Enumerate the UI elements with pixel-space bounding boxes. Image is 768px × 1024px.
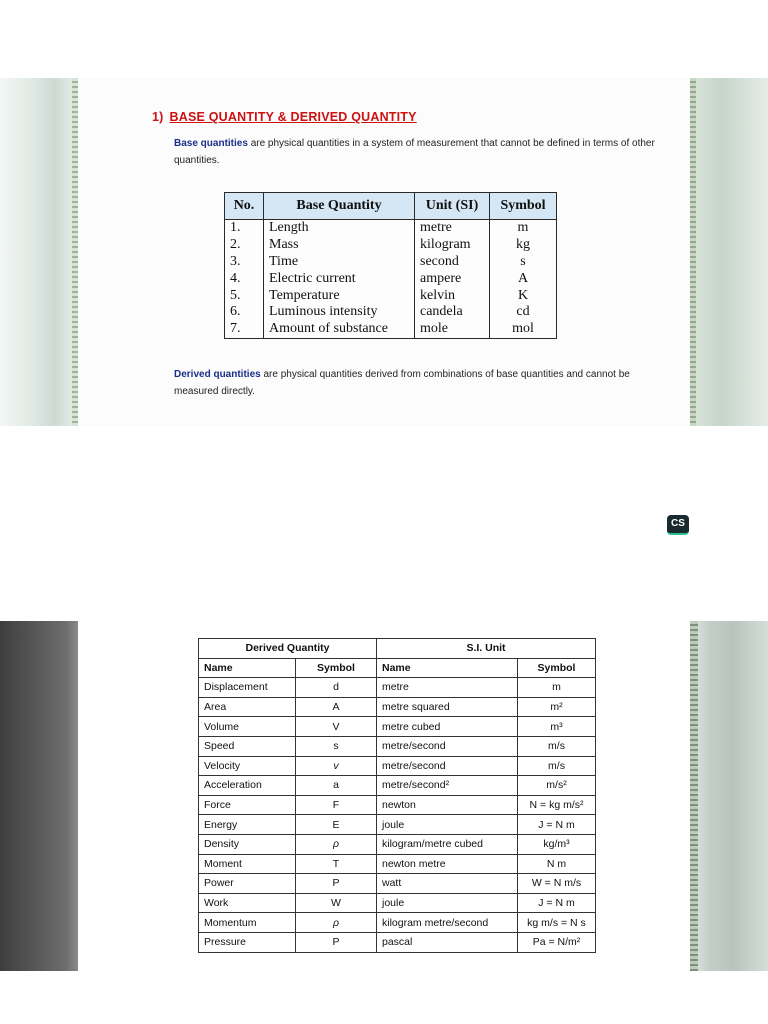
table-row — [199, 815, 596, 835]
table-row — [225, 287, 557, 304]
table-row — [225, 237, 557, 254]
cell-no: 1. — [225, 220, 264, 237]
cell-symbol: s — [490, 254, 557, 271]
cell-unit-name: metre cubed — [377, 717, 518, 737]
cell-quantity-symbol: F — [296, 795, 377, 815]
cell-symbol: kg — [490, 237, 557, 254]
header-quantity-name: Name — [199, 658, 296, 678]
table-row — [199, 717, 596, 737]
cell-unit-symbol: Pa = N/m² — [518, 932, 596, 952]
table-row — [225, 270, 557, 287]
cell-quantity: Length — [264, 220, 415, 237]
cell-quantity-name: Moment — [199, 854, 296, 874]
cell-unit-name: kilogram/metre cubed — [377, 834, 518, 854]
cell-unit-name: metre/second — [377, 756, 518, 776]
cell-unit-symbol: m² — [518, 697, 596, 717]
cell-unit-symbol: J = N m — [518, 815, 596, 835]
cell-no: 7. — [225, 321, 264, 338]
cell-quantity-name: Energy — [199, 815, 296, 835]
base-quantity-table — [224, 192, 557, 339]
cell-quantity-symbol: P — [296, 932, 377, 952]
table-row — [199, 678, 596, 698]
cell-quantity-name: Volume — [199, 717, 296, 737]
table-row — [199, 834, 596, 854]
cell-no: 4. — [225, 270, 264, 287]
right-page-edge — [690, 78, 768, 426]
table-row — [199, 913, 596, 933]
cell-unit-name: newton — [377, 795, 518, 815]
cell-unit-name: watt — [377, 874, 518, 894]
cell-unit-symbol: m/s — [518, 736, 596, 756]
cell-unit: candela — [415, 304, 490, 321]
cell-quantity-name: Density — [199, 834, 296, 854]
table-row — [225, 254, 557, 271]
table-header-row — [225, 193, 557, 220]
base-quantities-definition — [174, 135, 662, 169]
table-row — [225, 220, 557, 237]
cell-unit-name: metre/second — [377, 736, 518, 756]
header-unit: Unit (SI) — [415, 193, 490, 220]
cell-quantity-name: Acceleration — [199, 776, 296, 796]
cell-unit: mole — [415, 321, 490, 338]
header-unit-name: Name — [377, 658, 518, 678]
cell-unit: second — [415, 254, 490, 271]
section-heading — [152, 110, 417, 124]
derived-quantities-definition — [174, 366, 662, 400]
cell-unit-name: metre/second² — [377, 776, 518, 796]
cell-unit: kelvin — [415, 287, 490, 304]
cell-quantity-symbol: v — [296, 756, 377, 776]
cell-quantity-symbol: d — [296, 678, 377, 698]
cell-unit-symbol: N = kg m/s² — [518, 795, 596, 815]
cell-quantity-name: Displacement — [199, 678, 296, 698]
table-row — [199, 874, 596, 894]
cell-quantity-symbol: V — [296, 717, 377, 737]
table-row — [225, 304, 557, 321]
table-row — [199, 893, 596, 913]
cell-unit-symbol: m/s² — [518, 776, 596, 796]
cell-quantity-name: Work — [199, 893, 296, 913]
section-title: BASE QUANTITY & DERIVED QUANTITY — [169, 110, 417, 124]
cell-quantity: Time — [264, 254, 415, 271]
cell-quantity-name: Power — [199, 874, 296, 894]
cell-unit-symbol: kg/m³ — [518, 834, 596, 854]
cell-quantity-name: Force — [199, 795, 296, 815]
header-quantity-symbol: Symbol — [296, 658, 377, 678]
cell-quantity-symbol: W — [296, 893, 377, 913]
cell-quantity-symbol: T — [296, 854, 377, 874]
cell-quantity: Temperature — [264, 287, 415, 304]
cell-quantity-symbol: s — [296, 736, 377, 756]
cell-quantity: Electric current — [264, 270, 415, 287]
group-header-si-unit: S.I. Unit — [377, 639, 596, 659]
cell-unit-symbol: kg m/s = N s — [518, 913, 596, 933]
cell-quantity-symbol: A — [296, 697, 377, 717]
right-page-edge — [690, 621, 768, 971]
cell-unit-symbol: W = N m/s — [518, 874, 596, 894]
header-symbol: Symbol — [490, 193, 557, 220]
cell-quantity-name: Speed — [199, 736, 296, 756]
cell-symbol: mol — [490, 321, 557, 338]
cell-symbol: K — [490, 287, 557, 304]
cell-unit-symbol: m — [518, 678, 596, 698]
cell-unit: metre — [415, 220, 490, 237]
table-row — [225, 321, 557, 338]
cell-quantity-symbol: ρ — [296, 913, 377, 933]
cell-quantity-symbol: P — [296, 874, 377, 894]
cell-symbol: m — [490, 220, 557, 237]
group-header-derived-quantity: Derived Quantity — [199, 639, 377, 659]
base-quantities-term: Base quantities — [174, 138, 248, 149]
cell-no: 3. — [225, 254, 264, 271]
cell-quantity: Mass — [264, 237, 415, 254]
cell-no: 6. — [225, 304, 264, 321]
table-row — [199, 756, 596, 776]
cell-no: 2. — [225, 237, 264, 254]
section-number: 1) — [152, 110, 164, 124]
cell-unit: ampere — [415, 270, 490, 287]
cell-quantity-name: Momentum — [199, 913, 296, 933]
cell-quantity: Luminous intensity — [264, 304, 415, 321]
cell-quantity-symbol: a — [296, 776, 377, 796]
table-row — [199, 795, 596, 815]
cell-unit-name: metre — [377, 678, 518, 698]
header-no: No. — [225, 193, 264, 220]
cell-quantity-symbol: E — [296, 815, 377, 835]
cell-quantity-symbol: ρ — [296, 834, 377, 854]
cell-no: 5. — [225, 287, 264, 304]
cell-quantity: Amount of substance — [264, 321, 415, 338]
table-group-header-row — [199, 639, 596, 659]
cell-unit-name: pascal — [377, 932, 518, 952]
cell-unit-name: joule — [377, 893, 518, 913]
cell-unit: kilogram — [415, 237, 490, 254]
cell-unit-symbol: m/s — [518, 756, 596, 776]
cell-unit-symbol: m³ — [518, 717, 596, 737]
cell-unit-name: newton metre — [377, 854, 518, 874]
cell-quantity-name: Velocity — [199, 756, 296, 776]
table-header-row — [199, 658, 596, 678]
left-page-edge — [0, 78, 78, 426]
table-row — [199, 697, 596, 717]
cell-quantity-name: Pressure — [199, 932, 296, 952]
header-unit-symbol: Symbol — [518, 658, 596, 678]
derived-quantities-text: are physical quantities derived from combinations of base quantities and cannot be measured directly. — [174, 369, 630, 397]
cell-unit-name: kilogram metre/second — [377, 913, 518, 933]
header-base-quantity: Base Quantity — [264, 193, 415, 220]
base-quantities-text: are physical quantities in a system of measurement that cannot be defined in terms of other quantities. — [174, 138, 655, 166]
derived-quantities-term: Derived quantities — [174, 369, 261, 380]
cell-unit-name: joule — [377, 815, 518, 835]
table-row — [199, 736, 596, 756]
cell-unit-symbol: N m — [518, 854, 596, 874]
table-row — [199, 854, 596, 874]
cell-unit-name: metre squared — [377, 697, 518, 717]
table-row — [199, 776, 596, 796]
cell-quantity-name: Area — [199, 697, 296, 717]
camscanner-logo-icon: CS — [667, 515, 689, 535]
derived-quantity-table — [198, 638, 596, 953]
cell-unit-symbol: J = N m — [518, 893, 596, 913]
cell-symbol: cd — [490, 304, 557, 321]
left-page-edge — [0, 621, 78, 971]
cell-symbol: A — [490, 270, 557, 287]
table-row — [199, 932, 596, 952]
